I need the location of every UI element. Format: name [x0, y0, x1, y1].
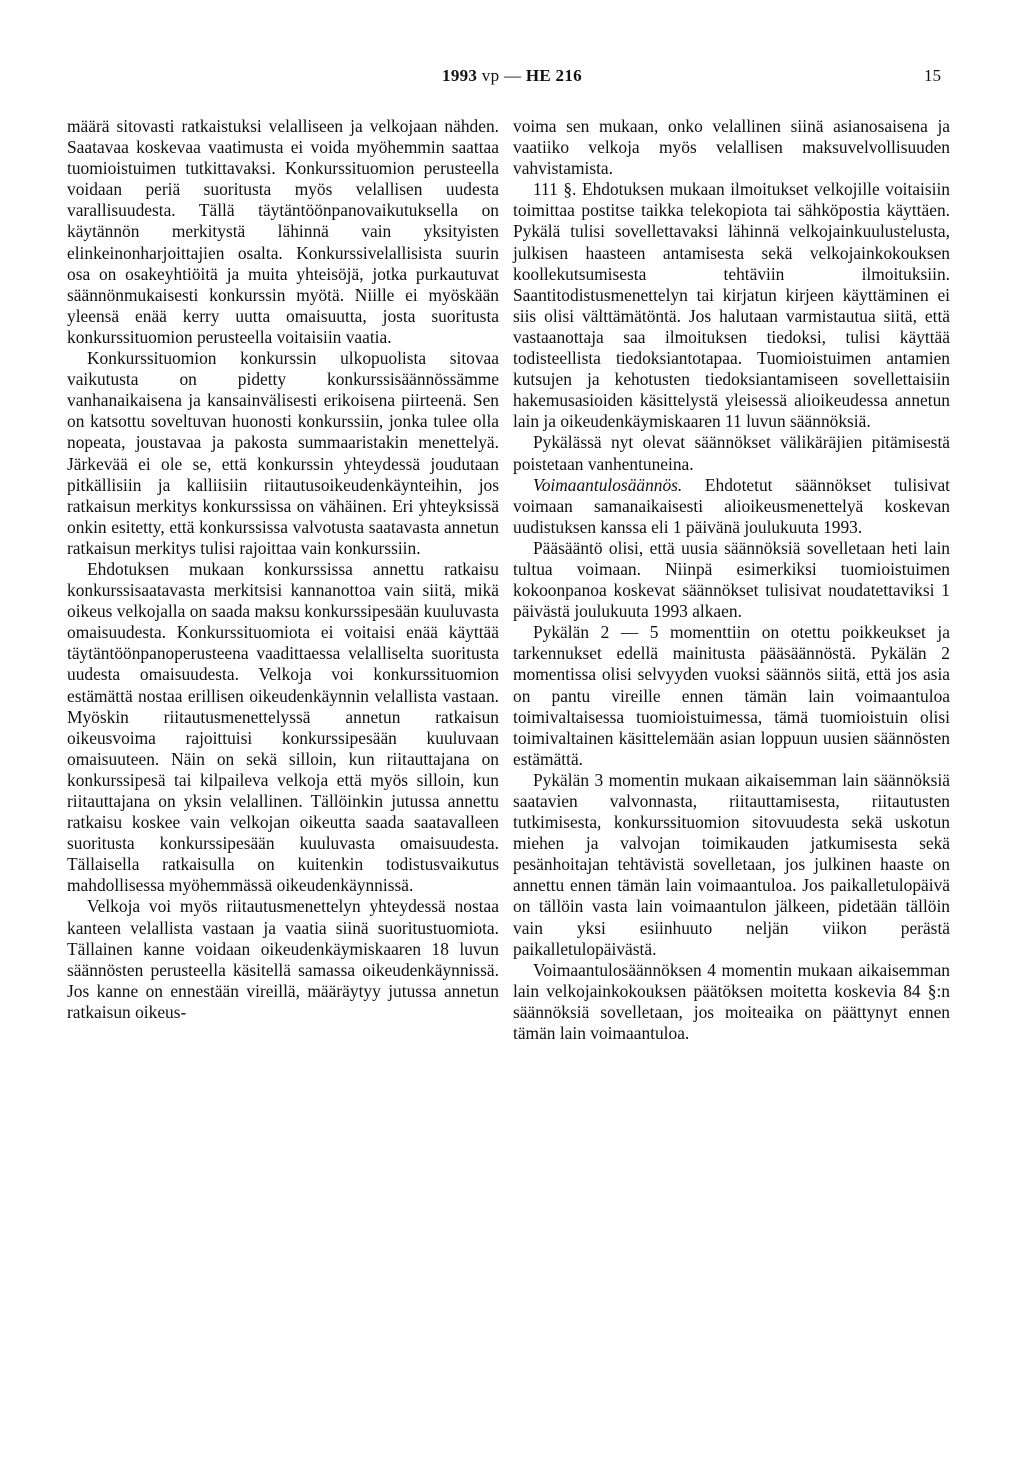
header-doc-id: HE 216	[525, 66, 582, 85]
header-vp: vp	[481, 66, 500, 85]
page-number: 15	[924, 66, 941, 85]
right-paragraph-8: Voimaantulosäännöksen 4 momentin mukaan aikaisemman lain velkojainkokouksen päätöksen moitetta koskevia 84 §:n säännöksiä sovelletaan, jos moiteaika on päättynyt ennen tämän lain voimaantuloa.	[513, 959, 950, 1044]
italic-section-heading: Voimaantulosäännös.	[533, 474, 683, 495]
right-paragraph-2: 111 §. Ehdotuksen mukaan ilmoitukset velkojille voitaisiin toimittaa postitse taikka telekopiota tai sähköpostia käyttäen. Pykälä tulisi sovellettavaksi lähinnä velkojainkuulustelusta, julkisen haasteen antamisesta sekä velkojainkokouksen koollekutsumisesta tehtäviin ilmoituksiin. Saantitodistusmenettelyn tai kirjatun kirjeen käyttäminen ei siis olisi välttämätöntä. Jos halutaan varmistautua siitä, että vastaanottaja saa ilmoituksen tiedoksi, tulisi käyttää todisteellista tiedoksiantotapaa. Tuomioistuimen antamien kutsujen ja kehotusten tiedoksiantamiseen sovellettaisiin hakemusasioiden käsittelystä yleisessä alioikeudessa annetun lain ja oikeudenkäymiskaaren 11 luvun säännöksiä.	[513, 179, 950, 432]
header-year: 1993	[442, 66, 478, 85]
right-paragraph-4	[513, 475, 950, 538]
right-paragraph-6: Pykälän 2 — 5 momenttiin on otettu poikkeukset ja tarkennukset edellä mainitusta pääsäännöstä. Pykälän 2 momentissa olisi selvyyden vuoksi säännös siitä, että jos asia on pantu vireille ennen tämän lain voimaantuloa toimivaltaisessa tuomioistuimessa, tämä tuomioistuin olisi toimivaltainen käsittelemään asian loppuun uusien säännösten estämättä.	[513, 622, 950, 769]
right-paragraph-1: voima sen mukaan, onko velallinen siinä asianosaisena ja vaatiiko velkoja myös velallisen maksuvelvollisuuden vahvistamista.	[513, 116, 950, 179]
right-paragraph-7: Pykälän 3 momentin mukaan aikaisemman lain säännöksiä saatavien valvonnasta, riitauttamisesta, riitautusten tutkimisesta, konkurssituomion sitovuudesta sekä uskotun miehen ja valvojan toimikauden jatkumisesta sekä pesänhoitajan tehtävistä sovelletaan, jos julkinen haaste on annettu ennen tämän lain voimaantuloa. Jos paikalletulopäivä on tällöin vasta lain voimaantulon jälkeen, pidetään tällöin vain yksi esiinhuuto neljän viikon perästä paikalletulopäivästä.	[513, 769, 950, 959]
left-paragraph-1: määrä sitovasti ratkaistuksi velalliseen ja velkojaan nähden. Saatavaa koskevaa vaatimusta ei voida myöhemmin saattaa tuomioistuimen tutkittavaksi. Konkurssituomion perusteella voidaan periä suoritusta myös velallisen uudesta varallisuudesta. Tällä täytäntöönpanovaikutuksella on käytännön merkitystä lähinnä vain yksityisten elinkeinonharjoittajien osalta. Konkurssivelallisista suurin osa on osakeyhtiöitä ja muita yhteisöjä, jotka purkautuvat säännönmukaisesti konkurssin myötä. Niille ei myöskään yleensä enää kerry uutta omaisuutta, josta suoritusta konkurssituomion perusteella voitaisiin vaatia.	[67, 116, 499, 347]
left-column	[67, 116, 499, 1023]
right-column	[513, 116, 950, 1044]
header-dash: —	[503, 66, 522, 85]
page-header	[0, 66, 1024, 90]
right-paragraph-5: Pääsääntö olisi, että uusia säännöksiä sovelletaan heti lain tultua voimaan. Niinpä esimerkiksi tuomioistuimen kokoonpanoa koskevat säännökset tulisivat noudatettaviksi 1 päivästä joulukuuta 1993 alkaen.	[513, 537, 950, 622]
document-header-title	[0, 66, 1024, 86]
left-paragraph-2: Konkurssituomion konkurssin ulkopuolista sitovaa vaikutusta on pidetty konkurssisäännössämme vanhanaikaisena ja kansainvälisesti erikoisena piirteenä. Sen on katsottu soveltuvan huonosti konkurssiin, jonka tulee olla nopeata, joustavaa ja pakosta summaaristakin menettelyä. Järkevää ei ole se, että konkurssin yhteydessä joudutaan pitkällisiin ja kalliisiin riitautusoikeudenkäynteihin, jos ratkaisun merkitys konkurssissa on vähäinen. Eri yhteyksissä onkin esitetty, että konkurssissa valvotusta saatavasta annetun ratkaisun merkitys tulisi rajoittaa vain konkurssiin.	[67, 348, 499, 558]
left-paragraph-3: Ehdotuksen mukaan konkurssissa annettu ratkaisu konkurssisaatavasta merkitsisi kannanottoa vain siitä, mikä oikeus velkojalla on saada maksu konkurssipesään kuuluvasta omaisuudesta. Konkurssituomiota ei voitaisi enää käyttää täytäntöönpanoperusteena vaadittaessa velalliselta suoritusta uudesta omaisuudesta. Velkoja voi konkurssituomion estämättä nostaa erillisen oikeudenkäynnin velallista vastaan. Myöskin riitautusmenettelyssä annetun ratkaisun oikeusvoima rajoittuisi konkurssipesään kuuluvaan omaisuuteen. Näin on sekä silloin, kun riitauttajana on konkurssipesä tai kilpaileva velkoja että myös silloin, kun riitauttajana on yksin velallinen. Tällöinkin jutussa annettu ratkaisu koskee vain velkojan oikeutta saada saatavalleen suoritusta konkurssipesään kuuluvasta omaisuudesta. Tällaisella ratkaisulla on kuitenkin todistusvaikutus mahdollisessa myöhemmässä oikeudenkäynnissä.	[67, 558, 499, 896]
right-paragraph-4-text: Ehdotetut säännökset tulisivat voimaan samanaikaisesti alioikeusmenettelyä koskevan uudistuksen kanssa eli 1 päivänä joulukuuta 1993.	[513, 474, 950, 537]
right-paragraph-3: Pykälässä nyt olevat säännökset välikäräjien pitämisestä poistetaan vanhentuneina.	[513, 432, 950, 474]
left-paragraph-4: Velkoja voi myös riitautusmenettelyn yhteydessä nostaa kanteen velallista vastaan ja vaatia siinä suoritustuomiota. Tällainen kanne voidaan oikeudenkäymiskaaren 18 luvun säännösten perusteella käsitellä samassa oikeudenkäynnissä. Jos kanne on ennestään vireillä, määräytyy jutussa annetun ratkaisun oikeus-	[67, 896, 499, 1022]
